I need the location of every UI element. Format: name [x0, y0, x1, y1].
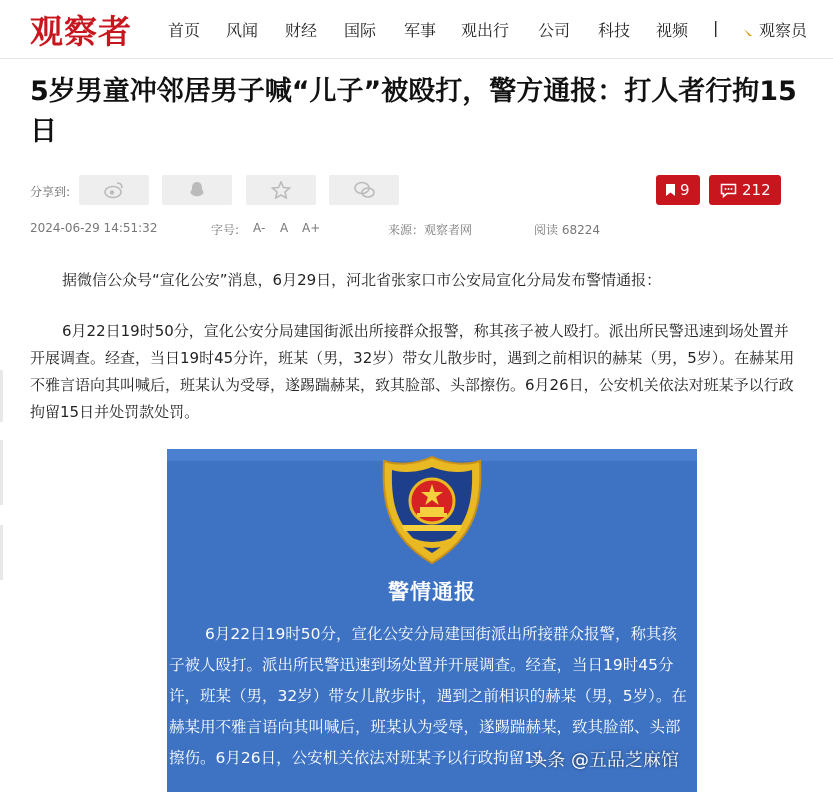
- bookmark-button[interactable]: [656, 175, 700, 205]
- police-emblem-icon: [372, 451, 492, 569]
- share-qzone-button[interactable]: [246, 175, 316, 205]
- qzone-star-icon: [271, 181, 291, 199]
- font-size-normal[interactable]: A: [280, 221, 289, 235]
- nav-fengwen[interactable]: 风闻: [226, 21, 259, 40]
- qq-icon: [187, 181, 207, 199]
- police-notice-image: [167, 449, 697, 792]
- site-logo[interactable]: 观察者: [30, 12, 132, 51]
- nav-travel[interactable]: 观出行: [461, 21, 510, 40]
- font-size-increase[interactable]: A+: [302, 221, 321, 235]
- share-wechat-button[interactable]: [329, 175, 399, 205]
- nav-user-label: 观察员: [759, 21, 808, 40]
- nav-home[interactable]: 首页: [168, 21, 201, 40]
- nav-separator: |: [713, 18, 719, 37]
- article-source: 来源：观察者网: [388, 223, 473, 237]
- nav-video[interactable]: 视频: [656, 21, 689, 40]
- nav-international[interactable]: 国际: [344, 21, 377, 40]
- left-edge-tab: [0, 370, 3, 422]
- article-paragraph: 据微信公众号“宣化公安”消息，6月29日，河北省张家口市公安局宣化分局发布警情通报：: [62, 271, 662, 289]
- left-edge-tab: [0, 525, 3, 580]
- share-qq-button[interactable]: [162, 175, 232, 205]
- bookmark-icon: [665, 183, 676, 197]
- article-title: 5岁男童冲邻居男子喊“儿子”被殴打，警方通报：打人者行拘15日: [30, 76, 797, 147]
- notice-body-text: 6月22日19时50分，宣化公安分局建国街派出所接群众报警，称其孩子被人殴打。派出所民警迅速到场处置并开展调查。经查，当日19时45分许，班某（男，32岁）带女儿散步时，遇到之前相识的赫某（男，5岁）。在赫某用不雅言语向其叫喊后，班某认为受辱，遂踢踹赫某，致其脸部、头部擦伤。6月26日，公安机关依法对班某予以行政拘留15: [169, 625, 687, 767]
- article-paragraph: 6月22日19时50分，宣化公安分局建国街派出所接群众报警，称其孩子被人殴打。派出所民警迅速到场处置并开展调查。经查，当日19时45分许，班某（男，32岁）带女儿散步时，遇到之前相识的赫某（男，5岁）。在赫某用不雅言语向其叫喊后，班某认为受辱，遂踢踹赫某，致其脸部、头部擦伤。6月26日，公安机关依法对班某予以行政拘留15日并处罚款处罚。: [30, 322, 795, 421]
- wechat-icon: [354, 181, 376, 199]
- nav-user-link[interactable]: [743, 18, 807, 41]
- user-dot-icon: [743, 27, 753, 37]
- comment-icon: [720, 183, 737, 198]
- nav-company[interactable]: 公司: [538, 21, 571, 40]
- share-label: 分享到:: [30, 185, 71, 199]
- font-size-label: 字号:: [211, 223, 240, 237]
- nav-finance[interactable]: 财经: [285, 21, 318, 40]
- read-count: 阅读 68224: [534, 223, 600, 237]
- nav-military[interactable]: 军事: [404, 21, 437, 40]
- share-weibo-button[interactable]: [79, 175, 149, 205]
- weibo-icon: [104, 181, 124, 199]
- source-watermark: 头条 @五品芝麻馆: [529, 750, 679, 771]
- header-divider: [0, 58, 833, 59]
- comment-count: 212: [742, 181, 771, 199]
- comment-button[interactable]: [709, 175, 781, 205]
- bookmark-count: 9: [680, 181, 690, 199]
- publish-date: 2024-06-29 14:51:32: [30, 221, 158, 235]
- notice-heading: 警情通报: [388, 580, 476, 604]
- font-size-decrease[interactable]: A-: [253, 221, 266, 235]
- left-edge-tab: [0, 440, 3, 505]
- nav-tech[interactable]: 科技: [598, 21, 631, 40]
